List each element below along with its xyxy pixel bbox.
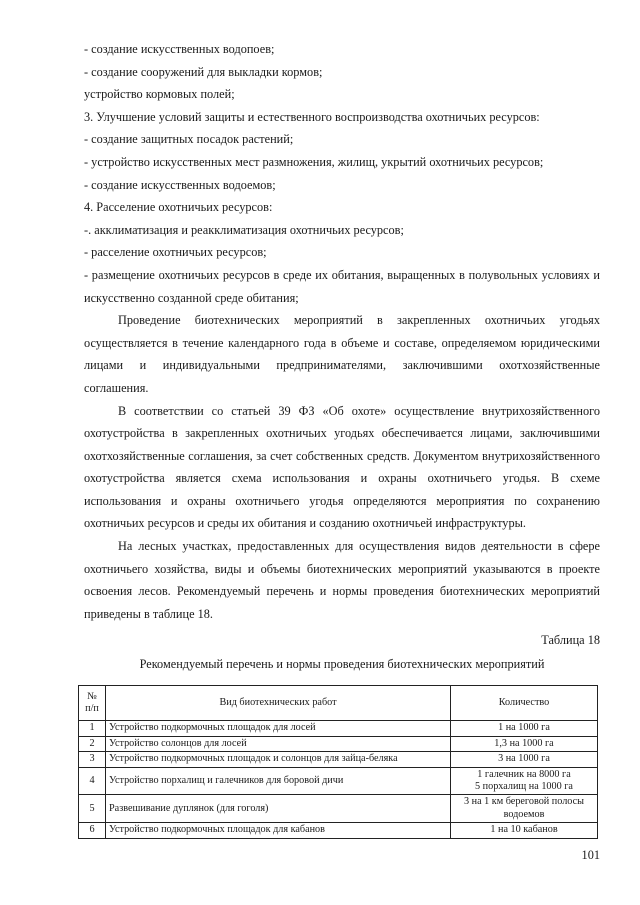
text-line: - устройство искусственных мест размножения, жилищ, укрытий охотничьих ресурсов; [84, 154, 544, 169]
table-row [79, 823, 598, 838]
row-qty: 1 на 10 кабанов [451, 823, 598, 838]
table-header-row [79, 686, 598, 721]
table-row [79, 767, 598, 795]
row-num: 4 [79, 767, 106, 795]
table-row [79, 736, 598, 751]
page-number: 101 [581, 848, 600, 862]
row-kind: Устройство порхалищ и галечников для боровой дичи [106, 767, 451, 795]
row-kind: Устройство подкормочных площадок для кабанов [106, 823, 451, 838]
text-line: 4. Расселение охотничьих ресурсов: [84, 200, 273, 215]
row-kind: Устройство подкормочных площадок для лосей [106, 721, 451, 736]
text-line: - создание сооружений для выкладки кормов; [84, 64, 323, 79]
row-qty: 1 на 1000 га [451, 721, 598, 736]
row-kind: Устройство солонцов для лосей [106, 736, 451, 751]
text-line: -. акклиматизация и реакклиматизация охотничьих ресурсов; [84, 222, 404, 237]
biotech-table [78, 685, 598, 838]
paragraph-forest-plots: На лесных участках, предоставленных для осуществления видов деятельности в сфере охотничьего хозяйства, виды и объемы биотехнических мероприятий указываются в проекте освоения лесов. Рекомендуемый перечень и нормы проведения биотехнических мероприятий приведены в таблице 18. [84, 539, 600, 621]
row-qty: 3 на 1000 га [451, 752, 598, 767]
placement-paragraph: - размещение охотничьих ресурсов в среде их обитания, выращенных в полувольных условиях и искусственно созданной среде обитания; [84, 267, 600, 305]
paragraph-article-39: В соответствии со статьей 39 ФЗ «Об охоте» осуществление внутрихозяйственного охотустройства в закрепленных охотничьих угодьях обеспечивается лицами, заключившими охотхозяйственные соглашения, за счет собственных средств. Документом внутрихозяйственного охотустройства является схема использования и охраны охотничьего угодья. В схеме использования и охраны охотничьего угодья определяются мероприятия по сохранению охотничьих ресурсов и среды их обитания и созданию охотничьей инфраструктуры. [84, 403, 600, 531]
row-num: 1 [79, 721, 106, 736]
row-qty: 1 галечник на 8000 га 5 порхалищ на 1000 га [451, 767, 598, 795]
text-line: - создание защитных посадок растений; [84, 132, 294, 147]
header-kind: Вид биотехнических работ [106, 686, 451, 721]
text-line: 3. Улучшение условий защиты и естественного воспроизводства охотничьих ресурсов: [84, 109, 540, 124]
row-num: 3 [79, 752, 106, 767]
table-row [79, 795, 598, 823]
header-num: № п/п [79, 686, 106, 721]
text-line: - создание искусственных водоемов; [84, 177, 276, 192]
row-num: 6 [79, 823, 106, 838]
paragraph-biotech-conduct: Проведение биотехнических мероприятий в закрепленных охотничьих угодьях осуществляется в течение календарного года в объеме и составе, определяемом юридическими лицами и индивидуальными предпринимателями, заключившими охотхозяйственные соглашения. [84, 313, 600, 395]
table-row [79, 721, 598, 736]
row-kind: Развешивание дуплянок (для гоголя) [106, 795, 451, 823]
text-line: - создание искусственных водопоев; [84, 42, 275, 56]
row-num: 5 [79, 795, 106, 823]
table-title: Рекомендуемый перечень и нормы проведения биотехнических мероприятий [139, 657, 545, 672]
row-num: 2 [79, 736, 106, 751]
text-line: устройство кормовых полей; [84, 87, 235, 102]
row-qty: 1,3 на 1000 га [451, 736, 598, 751]
row-qty: 3 на 1 км береговой полосы водоемов [451, 795, 598, 823]
table-label: Таблица 18 [541, 633, 600, 648]
row-kind: Устройство подкормочных площадок и солонцов для зайца-беляка [106, 752, 451, 767]
table-row [79, 752, 598, 767]
header-qty: Количество [451, 686, 598, 721]
document-page [84, 38, 600, 839]
text-line: - расселение охотничьих ресурсов; [84, 245, 267, 260]
